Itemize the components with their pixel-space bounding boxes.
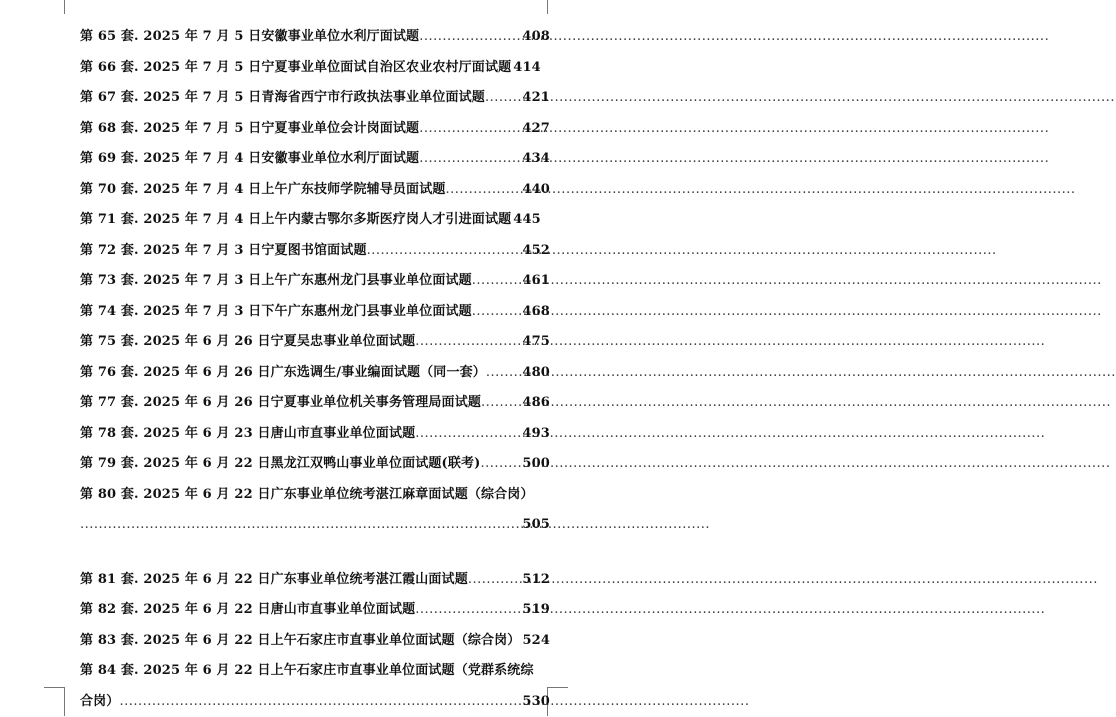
toc-entry-page: 530	[520, 687, 550, 717]
toc-entry[interactable]	[80, 419, 550, 450]
toc-entry-page: 445	[511, 205, 541, 236]
toc-entry-title: 第 71 套. 2025 年 7 月 4 日上午内蒙古鄂尔多斯医疗岗人才引进面试题	[80, 205, 511, 236]
toc-entry-title: 第 67 套. 2025 年 7 月 5 日青海省西宁市行政执法事业单位面试题	[80, 83, 485, 114]
toc-entry-page: 524	[520, 626, 550, 657]
dot-leader	[367, 236, 521, 267]
toc-entry-page: 414	[511, 53, 541, 84]
toc-entry-page: 475	[520, 327, 550, 358]
toc-entry[interactable]	[80, 449, 550, 480]
toc-entry-title: 第 84 套. 2025 年 6 月 22 日上午石家庄市直事业单位面试题（党群系统综	[80, 656, 534, 687]
toc-entry-title: 第 78 套. 2025 年 6 月 23 日唐山市直事业单位面试题	[80, 419, 415, 450]
toc-entry[interactable]	[80, 595, 550, 626]
toc-entry-title: 第 65 套. 2025 年 7 月 5 日安徽事业单位水利厅面试题	[80, 22, 419, 53]
toc-entry-title: 第 73 套. 2025 年 7 月 3 日上午广东惠州龙门县事业单位面试题	[80, 266, 472, 297]
toc-entry-title: 第 72 套. 2025 年 7 月 3 日宁夏图书馆面试题	[80, 236, 367, 267]
crop-mark-bottom-left-horizontal	[44, 687, 64, 688]
dot-leader	[419, 144, 520, 175]
toc-entry-page: 505	[520, 510, 550, 541]
toc-entry[interactable]	[80, 626, 550, 657]
toc-entry-title: 第 66 套. 2025 年 7 月 5 日宁夏事业单位面试自治区农业农村厅面试题	[80, 53, 511, 84]
toc-entry-page: 486	[520, 388, 550, 419]
toc-entry[interactable]	[80, 297, 550, 328]
crop-mark-top-left-vertical	[64, 0, 65, 14]
toc-entry[interactable]	[80, 175, 550, 206]
toc-entry[interactable]	[80, 114, 550, 145]
toc-entry-title: 第 76 套. 2025 年 6 月 26 日广东选调生/事业编面试题（同一套）	[80, 358, 486, 389]
dot-leader	[486, 358, 521, 389]
toc-entry-page: 461	[520, 266, 550, 297]
toc-entry[interactable]	[80, 22, 550, 53]
toc-entry-title: 第 68 套. 2025 年 7 月 5 日宁夏事业单位会计岗面试题	[80, 114, 419, 145]
dot-leader	[468, 565, 521, 596]
toc-entry-title: 第 70 套. 2025 年 7 月 4 日上午广东技师学院辅导员面试题	[80, 175, 446, 206]
toc-entry[interactable]	[80, 358, 550, 389]
toc-entry[interactable]	[80, 53, 550, 84]
toc-entry-title: 第 75 套. 2025 年 6 月 26 日宁夏吴忠事业单位面试题	[80, 327, 415, 358]
toc-entry[interactable]	[80, 388, 550, 419]
toc-entry[interactable]	[80, 565, 550, 596]
toc-entry-page: 408	[520, 22, 550, 53]
crop-mark-bottom-left-vertical	[64, 687, 65, 716]
crop-mark-top-right-vertical	[547, 0, 548, 14]
toc-entry-page: 452	[520, 236, 550, 267]
toc-entry-title: 第 81 套. 2025 年 6 月 22 日广东事业单位统考湛江霞山面试题	[80, 565, 468, 596]
dot-leader	[119, 687, 520, 717]
toc-entry-title-continuation: 合岗）	[80, 687, 119, 717]
dot-leader	[481, 388, 520, 419]
table-of-contents	[80, 22, 550, 717]
toc-entry[interactable]	[80, 83, 550, 114]
toc-entry-page: 440	[520, 175, 550, 206]
dot-leader	[415, 419, 520, 450]
dot-leader	[485, 83, 520, 114]
dot-leader	[419, 22, 520, 53]
toc-entry-page: 434	[520, 144, 550, 175]
toc-entry-title: 第 83 套. 2025 年 6 月 22 日上午石家庄市直事业单位面试题（综合岗）	[80, 626, 520, 657]
toc-entry-page: 512	[520, 565, 550, 596]
toc-entry-title: 第 80 套. 2025 年 6 月 22 日广东事业单位统考湛江麻章面试题（综合岗）	[80, 480, 534, 511]
toc-entry[interactable]	[80, 236, 550, 267]
toc-entry-continuation[interactable]	[80, 687, 550, 717]
dot-leader	[415, 327, 520, 358]
toc-entry[interactable]	[80, 266, 550, 297]
toc-entry-page: 480	[520, 358, 550, 389]
toc-entry-continuation[interactable]	[80, 510, 550, 541]
blank-line	[80, 541, 550, 565]
toc-entry[interactable]	[80, 205, 550, 236]
dot-leader	[80, 510, 520, 541]
toc-entry-title: 第 74 套. 2025 年 7 月 3 日下午广东惠州龙门县事业单位面试题	[80, 297, 472, 328]
toc-entry-title: 第 82 套. 2025 年 6 月 22 日唐山市直事业单位面试题	[80, 595, 415, 626]
dot-leader	[472, 266, 521, 297]
toc-entry-title: 第 79 套. 2025 年 6 月 22 日黑龙江双鸭山事业单位面试题(联考)	[80, 449, 480, 480]
toc-entry-page: 519	[520, 595, 550, 626]
dot-leader	[480, 449, 520, 480]
dot-leader	[472, 297, 521, 328]
toc-entry-title: 第 77 套. 2025 年 6 月 26 日宁夏事业单位机关事务管理局面试题	[80, 388, 481, 419]
toc-entry-title: 第 69 套. 2025 年 7 月 4 日安徽事业单位水利厅面试题	[80, 144, 419, 175]
toc-entry[interactable]	[80, 327, 550, 358]
toc-entry-page: 421	[520, 83, 550, 114]
toc-entry-page: 500	[520, 449, 550, 480]
toc-entry-page: 468	[520, 297, 550, 328]
dot-leader	[419, 114, 520, 145]
dot-leader	[415, 595, 520, 626]
toc-entry[interactable]	[80, 144, 550, 175]
toc-entry-page: 493	[520, 419, 550, 450]
toc-entry-page: 427	[520, 114, 550, 145]
toc-entry-first-line[interactable]	[80, 656, 550, 687]
crop-mark-bottom-right-horizontal	[548, 687, 568, 688]
toc-entry-first-line[interactable]	[80, 480, 550, 511]
dot-leader	[446, 175, 521, 206]
